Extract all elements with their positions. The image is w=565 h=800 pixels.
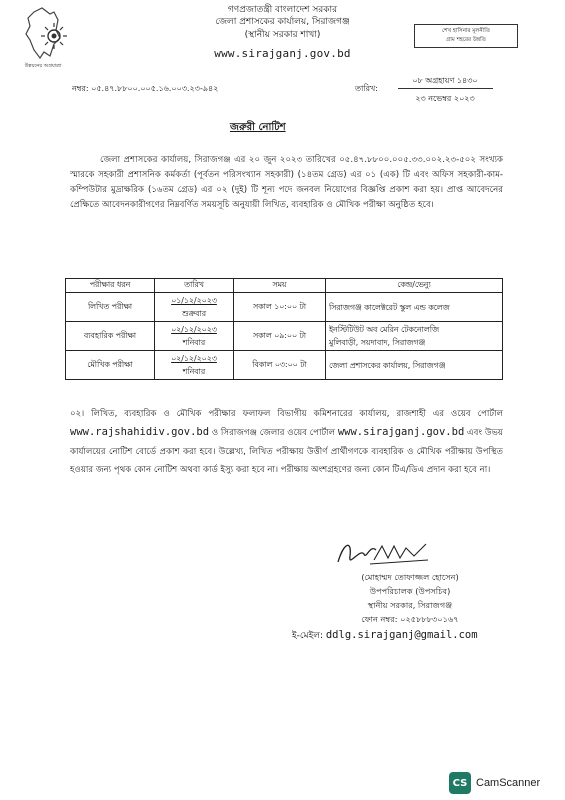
camscanner-label: CamScanner [476,777,541,789]
paragraph-2-part-1: ০২। লিখিত, ব্যবহারিক ও মৌখিক পরীক্ষার ফলাফল বিভাগীয় কমিশনারের কার্যালয়, রাজশাহী এর ওয়েব পোর্টাল [70,409,503,419]
table-row [66,351,503,380]
exam-date-cell [155,293,234,322]
exam-time-cell: সকাল ০৯:০০ টা [234,322,326,351]
notice-title: জরুরী নোটিশ [230,122,286,133]
handwritten-signature [330,534,435,574]
sirajganj-portal-link[interactable]: www.sirajganj.gov.bd [337,426,465,439]
slogan-line-2: গ্রাম শহরের উন্নতি [446,37,486,43]
officer-designation: উপপরিচালক (উপসচিব) [369,586,451,596]
exam-time-cell: সকাল ১০:০০ টা [234,293,326,322]
date-bangla: ০৮ অগ্রহায়ণ ১৪৩০ [412,76,478,85]
rajshahi-portal-link[interactable]: www.rajshahidiv.gov.bd [70,426,210,439]
col-header-venue: কেন্দ্র/ভেন্যু [326,279,503,293]
venue-line-1: জেলা প্রশাসকের কার্যালয়, সিরাজগঞ্জ [329,360,446,370]
branch-name: (স্থানীয় সরকার শাখা) [244,30,321,40]
notice-paragraph-2 [70,405,503,480]
sun-emblem-icon [40,22,68,50]
venue-line-2: মুলিবাড়ী, সয়দাবাদ, সিরাজগঞ্জ [329,338,426,347]
officer-phone: ফোন নম্বর: ০২৫৮৮৮৩০১৬৭ [361,614,459,624]
memo-label: নম্বর: [72,84,89,93]
date-divider [398,88,493,89]
memo-value: ০৫.৪৭.৮৮০০.০০৫.১৬.০০৩.২৩-৯৪২ [91,84,219,93]
exam-date: ০১/১২/২০২৩ [171,296,217,305]
memo-number [72,83,218,96]
government-name: গণপ্রজাতন্ত্রী বাংলাদেশ সরকার [227,5,338,15]
exam-venue-cell [326,322,503,351]
venue-line-1: সিরাজগঞ্জ কালেক্টরেট স্কুল এন্ড কলেজ [329,302,450,312]
exam-type-cell: লিখিত পরীক্ষা [66,293,155,322]
exam-venue-cell [326,351,503,380]
notice-paragraph-1 [70,153,503,213]
slogan-line-1: শেখ হাসিনার মূলনীতি [442,28,490,34]
logo-caption: উন্নয়নের অগ্রযাত্রা [24,63,62,69]
officer-email [292,628,478,643]
camscanner-watermark [449,772,540,794]
email-address[interactable]: ddlg.sirajganj@gmail.com [325,629,478,641]
exam-day: শনিবার [182,338,206,347]
exam-type-cell: ব্যবহারিক পরীক্ষা [66,322,155,351]
date-label: তারিখ: [355,84,378,93]
date-english: ২৩ নভেম্বর ২০২৩ [415,94,475,103]
exam-day: শনিবার [182,367,206,376]
exam-day: শুক্রবার [181,309,207,318]
camscanner-logo-icon: CS [449,772,471,794]
exam-date: ০২/১২/২০২৩ [171,325,217,334]
slogan-box [414,24,518,48]
exam-date: ০২/১২/২০২৩ [171,354,217,363]
office-website: www.sirajganj.gov.bd [214,47,351,60]
exam-type-cell: মৌখিক পরীক্ষা [66,351,155,380]
paragraph-2-part-3: এবং উভয় কার্যালয়ের নোটিশ বোর্ডে প্রকাশ করা হবে। উল্লেখ্য, লিখিত পরীক্ষায় উত্তীর্ণ প্রার্থীগণকে ব্যবহারিক ও মৌখিক পরীক্ষায় উপস্থিত হওয়ার জন্য পৃথক কোন নোটিশ অথবা কার্ড ইস্যু করা হবে না। পরীক্ষায় অংশগ্রহণের জন্য কোন টিএ/ডিএ প্রদান করা হবে না। [70,428,503,476]
exam-schedule-table [65,278,503,380]
table-row [66,293,503,322]
venue-line-1: ইনস্টিটিউট অব মেরিন টেকনোলজি [329,325,439,334]
paragraph-1-text: জেলা প্রশাসকের কার্যালয়, সিরাজগঞ্জ এর ২০ জুন ২০২৩ তারিখের ০৫.৪৭.৮৮০০.০০৫.৩৩.০০২.২৩-৫০২ সংখ্যক স্মারকে সহকারী প্রশাসনিক কর্মকর্তা (পূর্বতন পরিসংখ্যান সহকারী) (১৪তম গ্রেড) এর ০১ (এক) টি এবং অফিস সহকারী-কাম-কম্পিউটার মুদ্রাক্ষরিক (১৬তম গ্রেড) এর ০২ (দুই) টি শূন্য পদে জনবল নিয়োগের বিজ্ঞপ্তি প্রকাশ করা হয়। প্রাপ্ত আবেদনের প্রেক্ষিতে আবেদনকারীগণের নিম্নবর্ণিত সময়সূচি অনুযায়ী লিখিত, ব্যবহারিক ও মৌখিক পরীক্ষা অনুষ্ঠিত হবে। [70,155,503,210]
table-row [66,322,503,351]
officer-office: স্থানীয় সরকার, সিরাজগঞ্জ [367,600,453,610]
col-header-time: সময় [234,279,326,293]
table-header-row [66,279,503,293]
col-header-exam-type: পরীক্ষার ধরন [66,279,155,293]
col-header-date: তারিখ [155,279,234,293]
exam-venue-cell [326,293,503,322]
exam-time-cell: বিকাল ০৩:০০ টা [234,351,326,380]
email-label: ই-মেইল: [292,631,326,641]
exam-date-cell [155,351,234,380]
office-name: জেলা প্রশাসকের কার্যালয়, সিরাজগঞ্জ [215,17,350,27]
officer-name: (মোহাম্মদ তোফাজ্জল হোসেন) [361,572,459,582]
paragraph-2-part-2: ও সিরাজগঞ্জ জেলার ওয়েব পোর্টাল [209,428,338,439]
exam-date-cell [155,322,234,351]
